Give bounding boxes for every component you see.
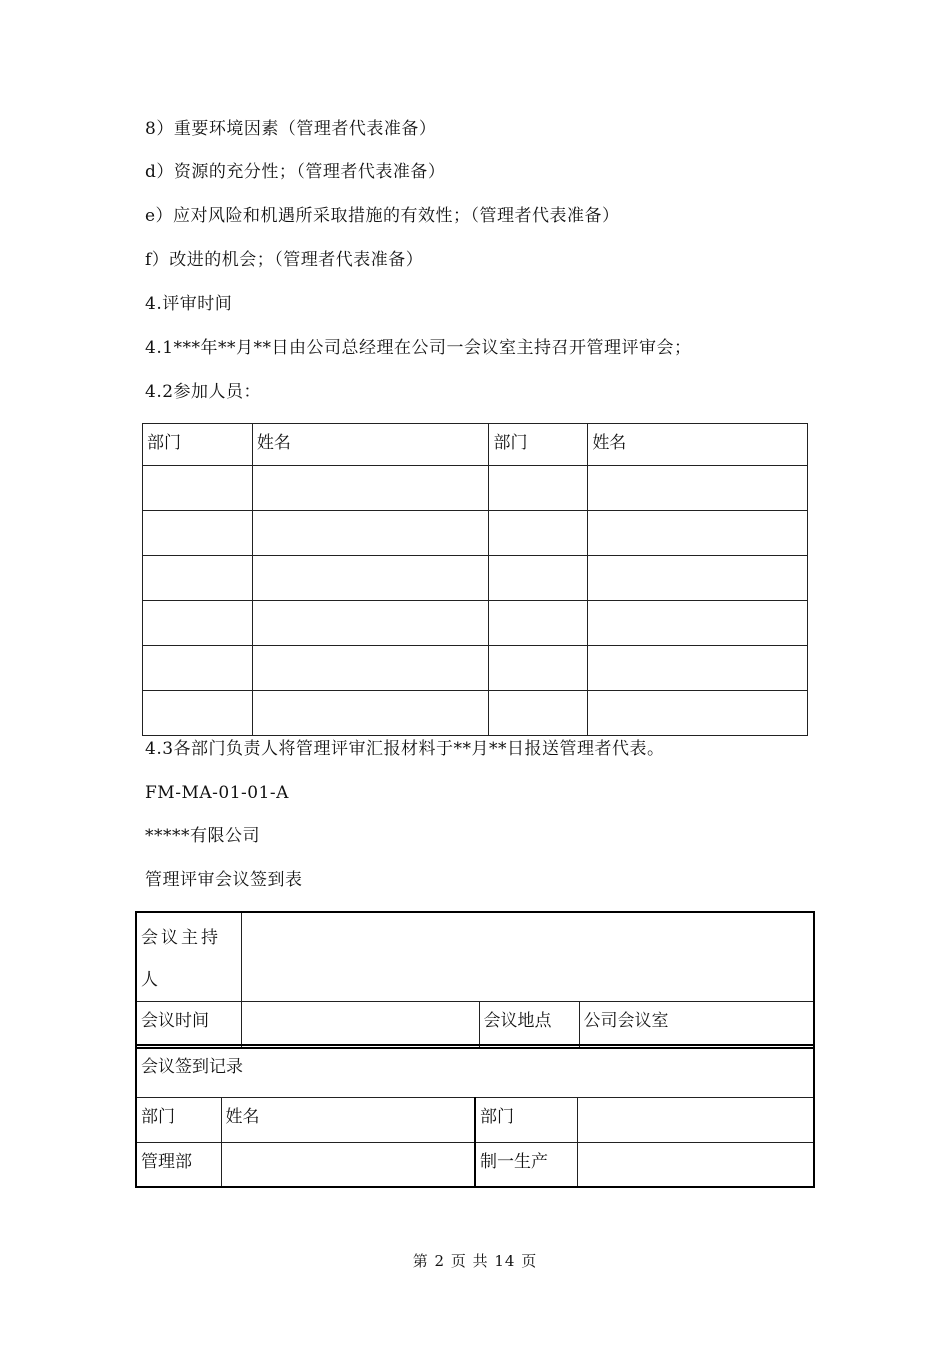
line-meeting-info: 4.1***年**月**日由公司总经理在公司一会议室主持召开管理评审会；: [145, 338, 692, 358]
header-name: 姓名: [252, 424, 489, 466]
section-review-time: 4.评审时间: [145, 294, 233, 314]
participants-table: [142, 423, 808, 736]
page-footer: 第 2 页 共 14 页: [412, 1252, 538, 1270]
record-label: 会议签到记录: [137, 1046, 813, 1097]
record-header-name: 姓名: [221, 1097, 475, 1142]
line-risk: e）应对风险和机遇所采取措施的有效性；（管理者代表准备）: [145, 206, 620, 226]
place-label: 会议地点: [479, 1002, 579, 1047]
table-row: [143, 466, 808, 511]
header-dept-2: 部门: [489, 424, 588, 466]
table-row: [143, 511, 808, 556]
time-label: 会议时间: [137, 1002, 241, 1047]
signin-meeting-table: [137, 913, 813, 1047]
line-improve: f）改进的机会；（管理者代表准备）: [145, 250, 424, 270]
host-value[interactable]: [241, 913, 813, 1002]
record-header-name-2[interactable]: [577, 1097, 813, 1142]
host-label: 会议主持 人: [137, 913, 241, 1002]
line-important-env: 8）重要环境因素（管理者代表准备）: [145, 119, 437, 139]
line-resource: d）资源的充分性；（管理者代表准备）: [145, 162, 446, 182]
table-row: [143, 601, 808, 646]
line-report-deadline: 4.3各部门负责人将管理评审汇报材料于**月**日报送管理者代表。: [145, 739, 665, 759]
record-name-2[interactable]: [577, 1142, 813, 1186]
form-code: FM-MA-01-01-A: [145, 783, 289, 803]
table-row: [137, 1142, 813, 1186]
time-value[interactable]: [241, 1002, 479, 1047]
signin-meeting-block: [135, 911, 815, 1049]
signin-title: 管理评审会议签到表: [145, 870, 303, 890]
place-value: 公司会议室: [579, 1002, 813, 1047]
line-participants: 4.2参加人员：: [145, 382, 262, 402]
signin-record-table: [137, 1046, 813, 1186]
header-dept: 部门: [143, 424, 253, 466]
table-row: [143, 556, 808, 601]
company-name: *****有限公司: [145, 826, 260, 846]
record-dept-1: 管理部: [137, 1142, 221, 1186]
table-row: [143, 691, 808, 736]
table-header-row: [143, 424, 808, 466]
record-header-dept-2: 部门: [475, 1097, 577, 1142]
signin-record-block: [135, 1044, 815, 1188]
table-row: [143, 646, 808, 691]
record-name-1[interactable]: [221, 1142, 475, 1186]
header-name-2: 姓名: [588, 424, 808, 466]
record-header-dept: 部门: [137, 1097, 221, 1142]
record-dept-2: 制一生产: [475, 1142, 577, 1186]
